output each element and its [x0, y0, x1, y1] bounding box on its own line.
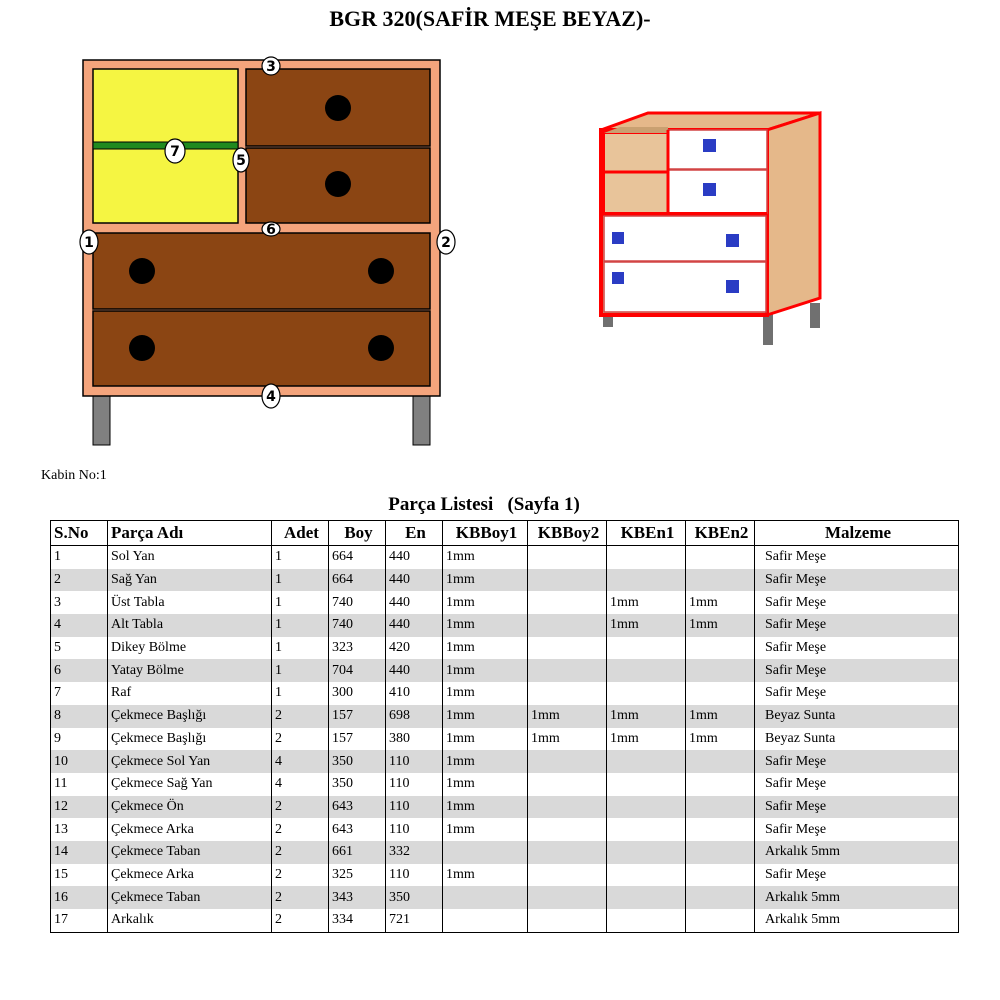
table-row	[51, 818, 959, 841]
cell-part-name: Çekmece Arka	[108, 864, 272, 887]
cell-material: Arkalık 5mm	[755, 841, 959, 864]
iso-small-drawer-1	[668, 130, 767, 169]
parts-table	[50, 520, 959, 933]
cell-width: 332	[386, 841, 443, 864]
cell-material: Safir Meşe	[755, 864, 959, 887]
drawer-knob	[129, 258, 155, 284]
cell-kbboy1: 1mm	[443, 864, 528, 887]
cell-part-name: Çekmece Arka	[108, 818, 272, 841]
cell-kbboy1: 1mm	[443, 728, 528, 751]
part-label-2	[437, 230, 455, 254]
cell-kbboy2	[528, 886, 607, 909]
table-row	[51, 546, 959, 569]
cell-kbboy1: 1mm	[443, 773, 528, 796]
cell-material: Safir Meşe	[755, 546, 959, 569]
cell-sno: 6	[51, 659, 108, 682]
cell-kben1	[607, 569, 686, 592]
cell-kbboy2	[528, 591, 607, 614]
leg	[810, 303, 820, 328]
knob	[612, 272, 624, 284]
cell-quantity: 2	[272, 728, 329, 751]
drawer-knob	[325, 95, 351, 121]
cell-kben1: 1mm	[607, 614, 686, 637]
cell-material: Safir Meşe	[755, 796, 959, 819]
cell-kbboy2	[528, 818, 607, 841]
table-header-row	[51, 521, 959, 546]
cell-material: Safir Meşe	[755, 637, 959, 660]
cell-kben2	[686, 818, 755, 841]
cell-sno: 8	[51, 705, 108, 728]
col-header-length: Boy	[329, 521, 386, 546]
cell-sno: 5	[51, 637, 108, 660]
cell-part-name: Çekmece Başlığı	[108, 728, 272, 751]
cell-material: Safir Meşe	[755, 750, 959, 773]
cell-part-name: Çekmece Ön	[108, 796, 272, 819]
table-row	[51, 614, 959, 637]
cell-kben1	[607, 682, 686, 705]
cell-width: 721	[386, 909, 443, 932]
col-header-kben1: KBEn1	[607, 521, 686, 546]
cell-kben1: 1mm	[607, 705, 686, 728]
cell-material: Beyaz Sunta	[755, 728, 959, 751]
cell-material: Safir Meşe	[755, 659, 959, 682]
svg-text:2: 2	[441, 235, 451, 251]
knob	[612, 232, 624, 244]
cell-kbboy2	[528, 569, 607, 592]
cell-kben2	[686, 864, 755, 887]
cell-length: 664	[329, 569, 386, 592]
cell-width: 110	[386, 750, 443, 773]
parts-list-title: Parça Listesi (Sayfa 1)	[388, 494, 580, 515]
cell-kbboy1	[443, 909, 528, 932]
knob	[726, 234, 739, 247]
cell-kbboy2	[528, 682, 607, 705]
part-label-7	[165, 139, 185, 163]
svg-text:1: 1	[84, 235, 94, 251]
col-header-material: Malzeme	[755, 521, 959, 546]
cell-kben2	[686, 841, 755, 864]
cell-quantity: 1	[272, 614, 329, 637]
cell-part-name: Dikey Bölme	[108, 637, 272, 660]
table-row	[51, 909, 959, 932]
table-row	[51, 750, 959, 773]
cell-sno: 15	[51, 864, 108, 887]
table-row	[51, 796, 959, 819]
svg-text:4: 4	[266, 389, 276, 405]
cell-width: 110	[386, 864, 443, 887]
cell-kbboy2	[528, 773, 607, 796]
cell-part-name: Arkalık	[108, 909, 272, 932]
cell-width: 698	[386, 705, 443, 728]
cell-kbboy1: 1mm	[443, 546, 528, 569]
cell-kben2: 1mm	[686, 614, 755, 637]
cell-kbboy1	[443, 841, 528, 864]
iso-large-drawer-1	[604, 216, 766, 261]
cell-length: 740	[329, 591, 386, 614]
cell-kbboy2	[528, 614, 607, 637]
cell-kben2	[686, 569, 755, 592]
isometric-view-drawing	[590, 105, 830, 355]
cell-kben2: 1mm	[686, 705, 755, 728]
cell-kben2	[686, 796, 755, 819]
cell-width: 380	[386, 728, 443, 751]
cell-part-name: Çekmece Taban	[108, 886, 272, 909]
cell-sno: 7	[51, 682, 108, 705]
cell-kbboy2	[528, 796, 607, 819]
table-row	[51, 864, 959, 887]
cell-quantity: 1	[272, 682, 329, 705]
cell-sno: 9	[51, 728, 108, 751]
cell-kbboy1: 1mm	[443, 682, 528, 705]
cell-kben1	[607, 886, 686, 909]
cell-sno: 10	[51, 750, 108, 773]
col-header-part-name: Parça Adı	[108, 521, 272, 546]
cell-sno: 16	[51, 886, 108, 909]
cell-kben1: 1mm	[607, 591, 686, 614]
knob	[703, 139, 716, 152]
cell-quantity: 2	[272, 886, 329, 909]
cell-width: 440	[386, 591, 443, 614]
cell-sno: 17	[51, 909, 108, 932]
cell-quantity: 2	[272, 818, 329, 841]
cell-quantity: 1	[272, 591, 329, 614]
cell-length: 157	[329, 728, 386, 751]
col-header-kbboy1: KBBoy1	[443, 521, 528, 546]
cell-quantity: 2	[272, 864, 329, 887]
table-row	[51, 728, 959, 751]
cell-part-name: Sağ Yan	[108, 569, 272, 592]
cell-kben2	[686, 546, 755, 569]
cell-kbboy2	[528, 909, 607, 932]
cell-length: 334	[329, 909, 386, 932]
cell-length: 664	[329, 546, 386, 569]
cell-part-name: Raf	[108, 682, 272, 705]
cell-length: 643	[329, 796, 386, 819]
table-row	[51, 682, 959, 705]
col-header-width: En	[386, 521, 443, 546]
cell-kben2	[686, 659, 755, 682]
cell-quantity: 2	[272, 909, 329, 932]
cell-kben1	[607, 637, 686, 660]
cell-kbboy1: 1mm	[443, 591, 528, 614]
cell-length: 704	[329, 659, 386, 682]
cell-kben2: 1mm	[686, 728, 755, 751]
col-header-kben2: KBEn2	[686, 521, 755, 546]
table-row	[51, 591, 959, 614]
cell-length: 323	[329, 637, 386, 660]
cell-quantity: 1	[272, 569, 329, 592]
cell-length: 300	[329, 682, 386, 705]
page-title: BGR 320(SAFİR MEŞE BEYAZ)-	[329, 6, 651, 31]
col-header-kbboy2: KBBoy2	[528, 521, 607, 546]
cell-kben2	[686, 682, 755, 705]
iso-large-drawer-2	[604, 262, 766, 312]
cell-kben1	[607, 796, 686, 819]
cell-width: 440	[386, 614, 443, 637]
cell-width: 420	[386, 637, 443, 660]
cell-material: Safir Meşe	[755, 569, 959, 592]
cell-length: 643	[329, 818, 386, 841]
cell-kbboy1: 1mm	[443, 637, 528, 660]
cell-part-name: Sol Yan	[108, 546, 272, 569]
drawer-knob	[325, 171, 351, 197]
cell-kbboy1: 1mm	[443, 569, 528, 592]
cell-kbboy2	[528, 659, 607, 682]
iso-small-drawer-2	[668, 170, 767, 213]
table-row	[51, 773, 959, 796]
cell-sno: 14	[51, 841, 108, 864]
cell-sno: 12	[51, 796, 108, 819]
cell-kben1: 1mm	[607, 728, 686, 751]
cell-quantity: 4	[272, 750, 329, 773]
cell-part-name: Çekmece Sol Yan	[108, 750, 272, 773]
svg-text:6: 6	[266, 222, 276, 238]
cell-width: 350	[386, 886, 443, 909]
table-row	[51, 841, 959, 864]
cell-kbboy2	[528, 750, 607, 773]
cell-kbboy2	[528, 841, 607, 864]
cell-material: Safir Meşe	[755, 773, 959, 796]
cell-part-name: Üst Tabla	[108, 591, 272, 614]
cell-kbboy2: 1mm	[528, 728, 607, 751]
cell-quantity: 1	[272, 546, 329, 569]
iso-side	[767, 113, 820, 315]
cell-quantity: 1	[272, 637, 329, 660]
cell-kbboy1: 1mm	[443, 705, 528, 728]
cell-sno: 13	[51, 818, 108, 841]
cell-length: 325	[329, 864, 386, 887]
cell-length: 157	[329, 705, 386, 728]
cell-length: 740	[329, 614, 386, 637]
table-row	[51, 637, 959, 660]
cell-sno: 4	[51, 614, 108, 637]
cell-kbboy2	[528, 864, 607, 887]
cell-kbboy1: 1mm	[443, 659, 528, 682]
drawer-knob	[368, 335, 394, 361]
cell-kbboy2	[528, 637, 607, 660]
drawer-knob	[129, 335, 155, 361]
cell-kben1	[607, 750, 686, 773]
cell-material: Arkalık 5mm	[755, 909, 959, 932]
part-label-1	[80, 230, 98, 254]
cell-material: Safir Meşe	[755, 682, 959, 705]
svg-text:7: 7	[170, 144, 180, 160]
leg	[763, 313, 773, 345]
cell-width: 440	[386, 659, 443, 682]
part-label-3	[262, 57, 280, 75]
cell-width: 110	[386, 773, 443, 796]
svg-text:5: 5	[236, 153, 246, 169]
cell-kben2	[686, 773, 755, 796]
cell-kbboy2: 1mm	[528, 705, 607, 728]
knob	[726, 280, 739, 293]
table-row	[51, 569, 959, 592]
cabin-number-label: Kabin No:1	[41, 468, 107, 483]
cell-part-name: Alt Tabla	[108, 614, 272, 637]
cell-part-name: Çekmece Taban	[108, 841, 272, 864]
cell-kben2	[686, 886, 755, 909]
col-header-sno: S.No	[51, 521, 108, 546]
table-row	[51, 659, 959, 682]
cell-kbboy1	[443, 886, 528, 909]
cell-kben1	[607, 909, 686, 932]
cell-sno: 2	[51, 569, 108, 592]
cell-kben1	[607, 659, 686, 682]
drawer-knob	[368, 258, 394, 284]
cell-kbboy1: 1mm	[443, 818, 528, 841]
cell-kben1	[607, 546, 686, 569]
leg-left	[93, 395, 110, 445]
cell-width: 110	[386, 796, 443, 819]
cell-kbboy1: 1mm	[443, 750, 528, 773]
cell-part-name: Çekmece Başlığı	[108, 705, 272, 728]
cell-sno: 11	[51, 773, 108, 796]
cell-kben1	[607, 864, 686, 887]
cell-quantity: 2	[272, 705, 329, 728]
cell-material: Safir Meşe	[755, 614, 959, 637]
cell-sno: 3	[51, 591, 108, 614]
cell-length: 350	[329, 750, 386, 773]
cell-length: 343	[329, 886, 386, 909]
cell-part-name: Yatay Bölme	[108, 659, 272, 682]
cell-quantity: 2	[272, 796, 329, 819]
table-row	[51, 705, 959, 728]
cell-kbboy1: 1mm	[443, 614, 528, 637]
table-row	[51, 886, 959, 909]
cell-quantity: 1	[272, 659, 329, 682]
cell-kben1	[607, 773, 686, 796]
cell-width: 410	[386, 682, 443, 705]
cell-width: 440	[386, 569, 443, 592]
cell-kbboy1: 1mm	[443, 796, 528, 819]
knob	[703, 183, 716, 196]
cell-quantity: 2	[272, 841, 329, 864]
cell-kben1	[607, 818, 686, 841]
cell-kben2	[686, 750, 755, 773]
cell-kben2	[686, 909, 755, 932]
cell-length: 350	[329, 773, 386, 796]
svg-text:3: 3	[266, 59, 276, 75]
cell-kben2	[686, 637, 755, 660]
front-view-drawing	[70, 50, 470, 450]
cell-width: 440	[386, 546, 443, 569]
cell-quantity: 4	[272, 773, 329, 796]
cell-material: Beyaz Sunta	[755, 705, 959, 728]
cell-kbboy2	[528, 546, 607, 569]
leg-right	[413, 395, 430, 445]
cell-material: Safir Meşe	[755, 818, 959, 841]
cell-width: 110	[386, 818, 443, 841]
cell-kben1	[607, 841, 686, 864]
cell-part-name: Çekmece Sağ Yan	[108, 773, 272, 796]
cell-material: Safir Meşe	[755, 591, 959, 614]
part-label-4	[262, 384, 280, 408]
cell-sno: 1	[51, 546, 108, 569]
cell-length: 661	[329, 841, 386, 864]
part-label-5	[233, 148, 249, 172]
cell-material: Arkalık 5mm	[755, 886, 959, 909]
col-header-quantity: Adet	[272, 521, 329, 546]
cell-kben2: 1mm	[686, 591, 755, 614]
